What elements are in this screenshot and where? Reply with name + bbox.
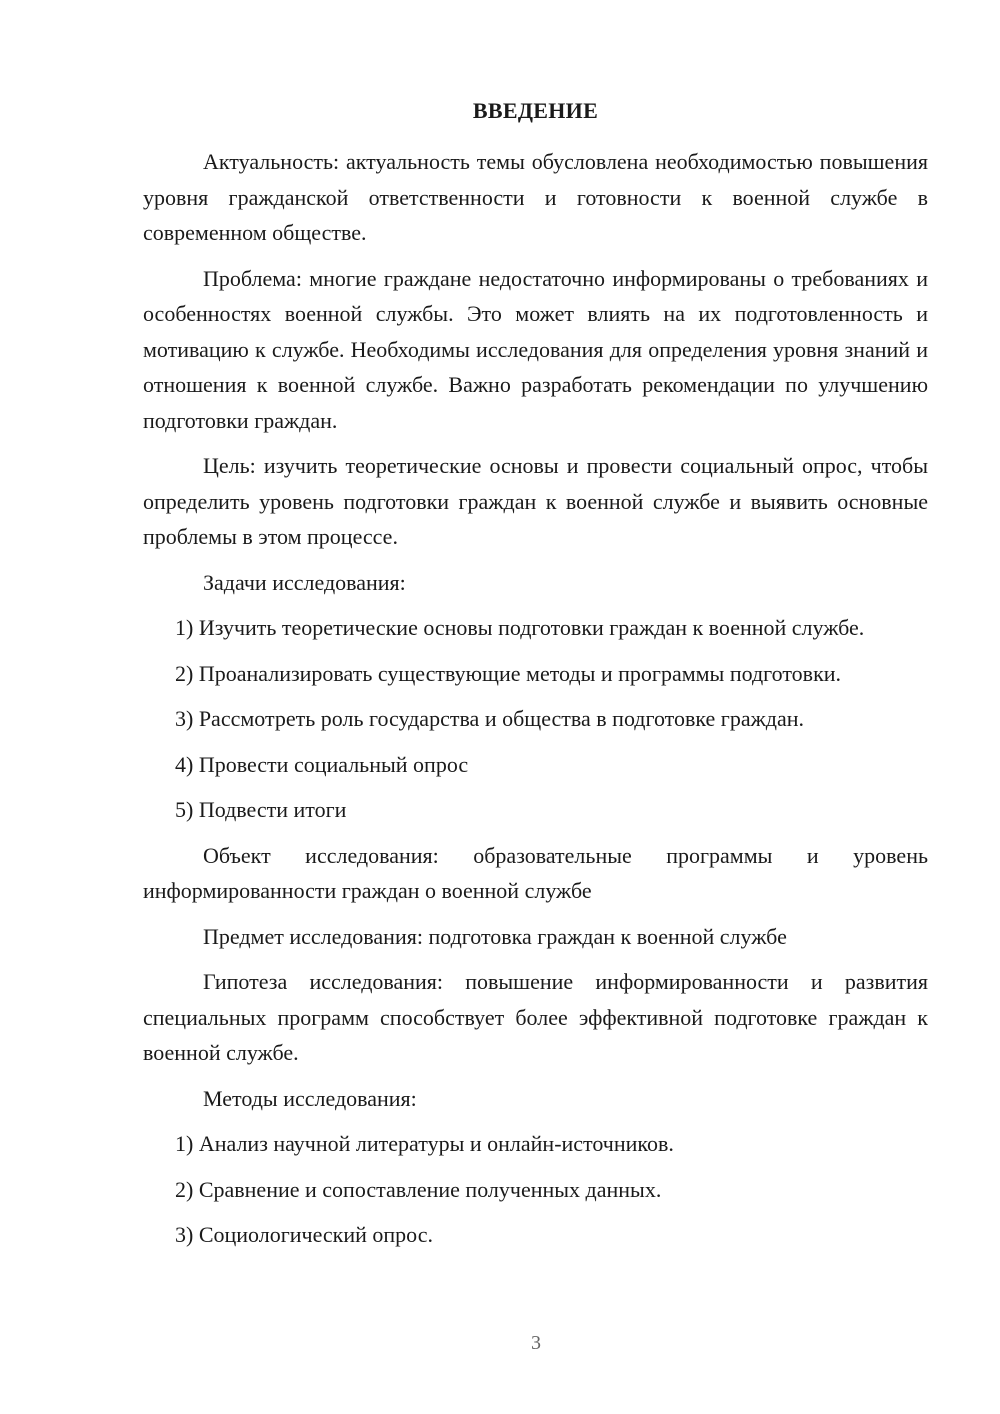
task-item-3: 3) Рассмотреть роль государства и общества в подготовке граждан.	[175, 706, 805, 731]
problem-paragraph: Проблема: многие граждане недостаточно информированы о требованиях и особенностях военной службы. Это может влиять на их подготовленность и мотивацию к службе. Необходимы исследования для определения уровня знаний и отношения к военной службе. Важно разработать рекомендации по улучшению подготовки граждан.	[143, 265, 928, 433]
page-number: 3	[531, 1332, 541, 1354]
method-item-2: 2) Сравнение и сопоставление полученных данных.	[175, 1176, 662, 1202]
hypothesis-paragraph: Гипотеза исследования: повышение информированности и развития специальных программ способствует более эффективной подготовке граждан к военной службе.	[143, 969, 928, 1065]
task-item-2: 2) Проанализировать существующие методы и программы подготовки.	[175, 660, 842, 686]
task-item-5: 5) Подвести итоги	[175, 797, 347, 822]
task-item-1: 1) Изучить теоретические основы подготовки граждан к военной службе.	[175, 615, 865, 640]
relevance-paragraph: Актуальность: актуальность темы обусловлена необходимостью повышения уровня гражданской ответственности и готовности к военной службе в современном обществе.	[143, 149, 928, 245]
method-item-3: 3) Социологический опрос.	[175, 1222, 433, 1247]
task-item-4: 4) Провести социальный опрос	[175, 751, 469, 777]
document-page	[143, 96, 928, 1263]
methods-heading: Методы исследования:	[203, 1085, 417, 1111]
section-title: ВВЕДЕНИЕ	[472, 98, 599, 123]
subject-paragraph: Предмет исследования: подготовка граждан к военной службе	[203, 923, 787, 949]
method-item-1: 1) Анализ научной литературы и онлайн-источников.	[175, 1131, 674, 1156]
goal-paragraph: Цель: изучить теоретические основы и провести социальный опрос, чтобы определить уровень подготовки граждан к военной службе и выявить основные проблемы в этом процессе.	[143, 453, 928, 549]
tasks-heading: Задачи исследования:	[203, 569, 406, 595]
object-paragraph: Объект исследования: образовательные программы и уровень информированности граждан о военной службе	[143, 842, 928, 903]
